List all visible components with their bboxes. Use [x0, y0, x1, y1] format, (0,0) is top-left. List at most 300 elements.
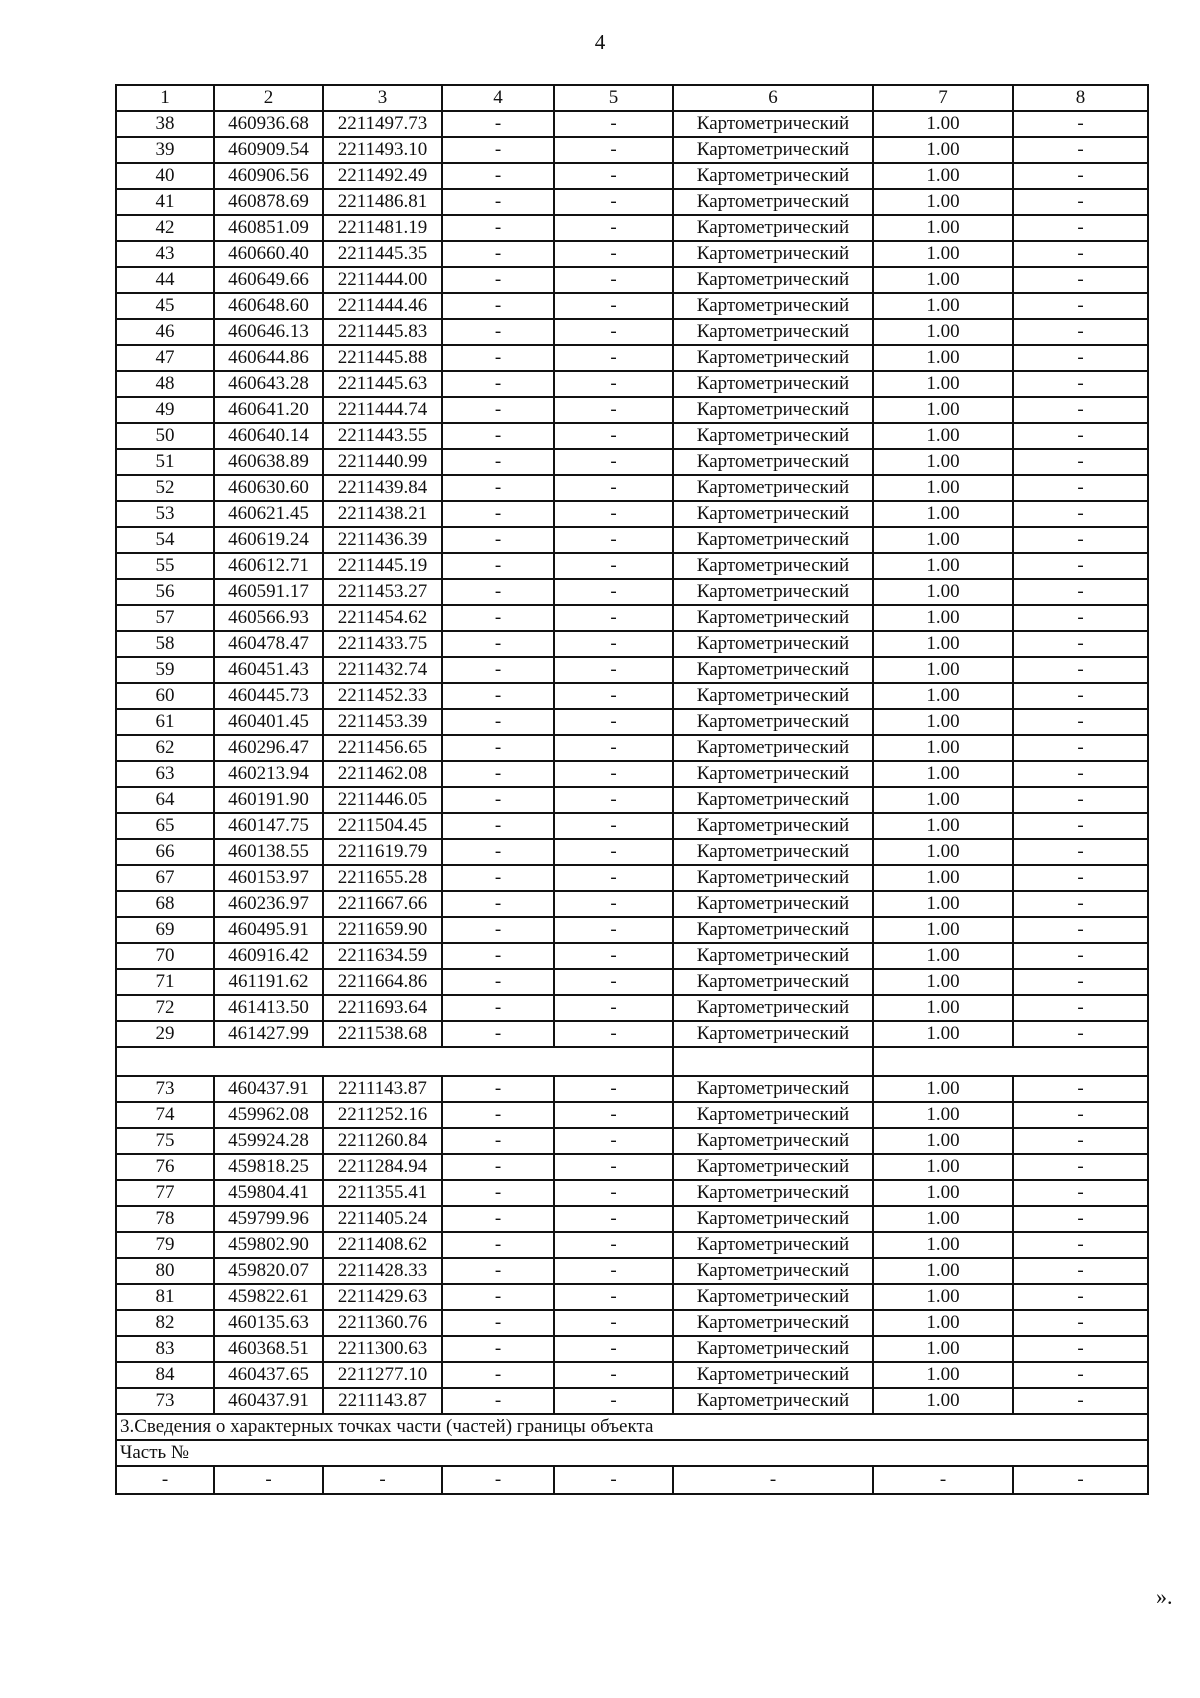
cell-method: Картометрический: [673, 1258, 873, 1284]
cell-accuracy: 1.00: [873, 1128, 1013, 1154]
table-row: [116, 787, 1148, 813]
cell-col-8: -: [1013, 683, 1148, 709]
cell-y-coordinate: 2211504.45: [323, 813, 442, 839]
table-row: [116, 709, 1148, 735]
table-row: [116, 969, 1148, 995]
cell-col-5: -: [554, 501, 673, 527]
cell-col-8: -: [1013, 761, 1148, 787]
cell-point-number: 83: [116, 1336, 214, 1362]
cell-col-5: -: [554, 1128, 673, 1154]
cell-col-4: -: [442, 189, 554, 215]
cell-col-4: -: [442, 657, 554, 683]
cell-col-5: -: [554, 267, 673, 293]
cell-accuracy: 1.00: [873, 579, 1013, 605]
table-header-row: [116, 85, 1148, 111]
cell-x-coordinate: 459822.61: [214, 1284, 323, 1310]
cell-y-coordinate: 2211440.99: [323, 449, 442, 475]
cell-x-coordinate: 460135.63: [214, 1310, 323, 1336]
cell-accuracy: 7: [873, 85, 1013, 111]
cell-col-8: -: [1013, 1336, 1148, 1362]
separator-row: [116, 1047, 1148, 1076]
separator-cell: [873, 1047, 1148, 1076]
cell-col-4: -: [442, 1310, 554, 1336]
cell-method: Картометрический: [673, 163, 873, 189]
cell-col-5: -: [554, 813, 673, 839]
cell-col-5: -: [554, 449, 673, 475]
cell-col-4: 4: [442, 85, 554, 111]
coordinates-table-wrapper: [115, 84, 1149, 1495]
table-row: [116, 241, 1148, 267]
part-label-row: [116, 1440, 1148, 1466]
cell-x-coordinate: 460566.93: [214, 605, 323, 631]
cell-point-number: 78: [116, 1206, 214, 1232]
cell-method: Картометрический: [673, 475, 873, 501]
table-row: [116, 1232, 1148, 1258]
cell-point-number: 55: [116, 553, 214, 579]
cell-y-coordinate: 2211445.19: [323, 553, 442, 579]
cell-accuracy: 1.00: [873, 761, 1013, 787]
cell-col-8: -: [1013, 1021, 1148, 1047]
cell-col-5: -: [554, 241, 673, 267]
cell-method: Картометрический: [673, 1021, 873, 1047]
cell-accuracy: 1.00: [873, 1362, 1013, 1388]
cell-col-8: -: [1013, 709, 1148, 735]
cell-x-coordinate: 460643.28: [214, 371, 323, 397]
cell-x-coordinate: 460495.91: [214, 917, 323, 943]
cell-col-8: -: [1013, 293, 1148, 319]
cell-col-5: -: [554, 1310, 673, 1336]
cell-point-number: 67: [116, 865, 214, 891]
cell-y-coordinate: 3: [323, 85, 442, 111]
cell-y-coordinate: 2211538.68: [323, 1021, 442, 1047]
cell-point-number: 56: [116, 579, 214, 605]
cell-y-coordinate: 2211284.94: [323, 1154, 442, 1180]
cell-col-8: -: [1013, 1284, 1148, 1310]
cell-point-number: 50: [116, 423, 214, 449]
cell-col-5: -: [554, 1180, 673, 1206]
cell-col-4: -: [442, 683, 554, 709]
table-row: [116, 657, 1148, 683]
cell-x-coordinate: 459804.41: [214, 1180, 323, 1206]
table-row: [116, 891, 1148, 917]
cell-col-8: -: [1013, 1232, 1148, 1258]
cell-x-coordinate: 460660.40: [214, 241, 323, 267]
cell-col-8: -: [1013, 1388, 1148, 1414]
cell-point-number: 54: [116, 527, 214, 553]
cell-col-4: -: [442, 215, 554, 241]
table-row: [116, 865, 1148, 891]
cell-point-number: 80: [116, 1258, 214, 1284]
cell-y-coordinate: 2211497.73: [323, 111, 442, 137]
cell-col-8: -: [1013, 397, 1148, 423]
cell-y-coordinate: 2211454.62: [323, 605, 442, 631]
cell-method: Картометрический: [673, 1206, 873, 1232]
table-row: [116, 605, 1148, 631]
cell-col-5: -: [554, 371, 673, 397]
cell-point-number: 66: [116, 839, 214, 865]
cell-col-4: -: [442, 137, 554, 163]
cell-col-8: -: [1013, 787, 1148, 813]
cell-y-coordinate: 2211360.76: [323, 1310, 442, 1336]
cell-point-number: 62: [116, 735, 214, 761]
cell-col-4: -: [442, 1021, 554, 1047]
cell-accuracy: 1.00: [873, 449, 1013, 475]
cell-x-coordinate: 460437.91: [214, 1076, 323, 1102]
cell-method: Картометрический: [673, 1102, 873, 1128]
cell-x-coordinate: 459818.25: [214, 1154, 323, 1180]
table-row: [116, 1362, 1148, 1388]
cell-col-5: -: [554, 657, 673, 683]
cell-y-coordinate: 2211444.00: [323, 267, 442, 293]
table-row: [116, 111, 1148, 137]
cell-col-8: -: [1013, 501, 1148, 527]
cell-method: Картометрический: [673, 943, 873, 969]
cell-x-coordinate: 460236.97: [214, 891, 323, 917]
cell-col-5: -: [554, 995, 673, 1021]
cell-y-coordinate: 2211252.16: [323, 1102, 442, 1128]
cell-method: Картометрический: [673, 111, 873, 137]
cell-accuracy: 1.00: [873, 1206, 1013, 1232]
cell-y-coordinate: 2211445.88: [323, 345, 442, 371]
cell-col-5: -: [554, 397, 673, 423]
cell-col-4: -: [442, 1154, 554, 1180]
cell-col-5: -: [554, 1258, 673, 1284]
cell-col-8: -: [1013, 579, 1148, 605]
cell-y-coordinate: 2211453.39: [323, 709, 442, 735]
coordinates-table: [115, 84, 1149, 1495]
table-row: [116, 345, 1148, 371]
cell-y-coordinate: 2211429.63: [323, 1284, 442, 1310]
cell-col-8: -: [1013, 969, 1148, 995]
cell-point-number: 81: [116, 1284, 214, 1310]
cell-point-number: 41: [116, 189, 214, 215]
cell-accuracy: 1.00: [873, 735, 1013, 761]
cell-col-5: -: [554, 527, 673, 553]
table-row: [116, 371, 1148, 397]
cell-point-number: -: [116, 1466, 214, 1494]
cell-col-4: -: [442, 1102, 554, 1128]
cell-col-4: -: [442, 319, 554, 345]
cell-method: Картометрический: [673, 1180, 873, 1206]
cell-col-4: -: [442, 631, 554, 657]
cell-x-coordinate: 460619.24: [214, 527, 323, 553]
cell-y-coordinate: 2211277.10: [323, 1362, 442, 1388]
cell-col-4: -: [442, 111, 554, 137]
cell-accuracy: 1.00: [873, 319, 1013, 345]
cell-col-8: -: [1013, 553, 1148, 579]
cell-y-coordinate: 2211444.46: [323, 293, 442, 319]
cell-point-number: 1: [116, 85, 214, 111]
cell-x-coordinate: 460437.91: [214, 1388, 323, 1414]
cell-x-coordinate: 460591.17: [214, 579, 323, 605]
cell-x-coordinate: 460451.43: [214, 657, 323, 683]
cell-y-coordinate: 2211486.81: [323, 189, 442, 215]
cell-col-5: -: [554, 891, 673, 917]
table-row: [116, 215, 1148, 241]
cell-col-5: -: [554, 423, 673, 449]
table-row: [116, 527, 1148, 553]
cell-col-5: -: [554, 605, 673, 631]
table-row: [116, 579, 1148, 605]
cell-point-number: 47: [116, 345, 214, 371]
cell-y-coordinate: 2211439.84: [323, 475, 442, 501]
cell-col-4: -: [442, 735, 554, 761]
table-row: [116, 1206, 1148, 1232]
cell-method: Картометрический: [673, 1232, 873, 1258]
cell-x-coordinate: 460213.94: [214, 761, 323, 787]
cell-col-4: -: [442, 787, 554, 813]
table-row: [116, 1128, 1148, 1154]
section-title-row: [116, 1414, 1148, 1440]
cell-col-4: -: [442, 1128, 554, 1154]
cell-method: Картометрический: [673, 241, 873, 267]
cell-method: Картометрический: [673, 683, 873, 709]
cell-col-8: -: [1013, 605, 1148, 631]
table-row: [116, 449, 1148, 475]
cell-point-number: 77: [116, 1180, 214, 1206]
cell-point-number: 65: [116, 813, 214, 839]
cell-method: Картометрический: [673, 371, 873, 397]
cell-col-8: -: [1013, 527, 1148, 553]
cell-y-coordinate: 2211445.35: [323, 241, 442, 267]
cell-accuracy: 1.00: [873, 1154, 1013, 1180]
cell-method: 6: [673, 85, 873, 111]
cell-col-5: -: [554, 735, 673, 761]
cell-x-coordinate: 460368.51: [214, 1336, 323, 1362]
table-row: [116, 1154, 1148, 1180]
cell-col-8: -: [1013, 111, 1148, 137]
cell-col-4: -: [442, 839, 554, 865]
cell-method: Картометрический: [673, 787, 873, 813]
cell-y-coordinate: 2211355.41: [323, 1180, 442, 1206]
cell-col-5: -: [554, 1362, 673, 1388]
table-row: [116, 267, 1148, 293]
cell-y-coordinate: 2211453.27: [323, 579, 442, 605]
cell-accuracy: 1.00: [873, 371, 1013, 397]
table-row: [116, 1076, 1148, 1102]
cell-col-4: -: [442, 1466, 554, 1494]
cell-x-coordinate: 460916.42: [214, 943, 323, 969]
cell-accuracy: 1.00: [873, 293, 1013, 319]
cell-y-coordinate: 2211667.66: [323, 891, 442, 917]
table-row: [116, 683, 1148, 709]
cell-accuracy: 1.00: [873, 163, 1013, 189]
cell-method: Картометрический: [673, 137, 873, 163]
cell-accuracy: 1.00: [873, 189, 1013, 215]
cell-method: Картометрический: [673, 865, 873, 891]
cell-y-coordinate: 2211452.33: [323, 683, 442, 709]
cell-accuracy: 1.00: [873, 527, 1013, 553]
cell-col-8: -: [1013, 839, 1148, 865]
cell-col-8: -: [1013, 241, 1148, 267]
cell-x-coordinate: 460612.71: [214, 553, 323, 579]
cell-accuracy: 1.00: [873, 1232, 1013, 1258]
cell-col-8: -: [1013, 449, 1148, 475]
cell-accuracy: 1.00: [873, 839, 1013, 865]
cell-col-5: -: [554, 1206, 673, 1232]
cell-accuracy: 1.00: [873, 683, 1013, 709]
cell-col-5: -: [554, 1076, 673, 1102]
cell-y-coordinate: 2211433.75: [323, 631, 442, 657]
cell-method: Картометрический: [673, 709, 873, 735]
page-number: 4: [594, 30, 606, 54]
cell-accuracy: 1.00: [873, 657, 1013, 683]
cell-point-number: 53: [116, 501, 214, 527]
table-row: [116, 1180, 1148, 1206]
cell-accuracy: 1.00: [873, 1336, 1013, 1362]
cell-method: Картометрический: [673, 969, 873, 995]
cell-col-8: -: [1013, 1310, 1148, 1336]
cell-method: Картометрический: [673, 189, 873, 215]
cell-col-8: -: [1013, 215, 1148, 241]
cell-col-4: -: [442, 1206, 554, 1232]
cell-point-number: 38: [116, 111, 214, 137]
cell-y-coordinate: 2211260.84: [323, 1128, 442, 1154]
cell-point-number: 76: [116, 1154, 214, 1180]
cell-point-number: 51: [116, 449, 214, 475]
cell-col-5: -: [554, 787, 673, 813]
cell-col-4: -: [442, 371, 554, 397]
cell-y-coordinate: 2211693.64: [323, 995, 442, 1021]
cell-point-number: 71: [116, 969, 214, 995]
cell-col-4: -: [442, 865, 554, 891]
cell-point-number: 69: [116, 917, 214, 943]
table-row: [116, 761, 1148, 787]
separator-cell: [673, 1047, 873, 1076]
cell-point-number: 48: [116, 371, 214, 397]
cell-accuracy: 1.00: [873, 709, 1013, 735]
cell-col-4: -: [442, 579, 554, 605]
table-row: [116, 1388, 1148, 1414]
cell-point-number: 64: [116, 787, 214, 813]
cell-col-8: -: [1013, 813, 1148, 839]
cell-accuracy: 1.00: [873, 553, 1013, 579]
cell-x-coordinate: 460640.14: [214, 423, 323, 449]
cell-col-4: -: [442, 943, 554, 969]
cell-col-8: -: [1013, 1362, 1148, 1388]
cell-accuracy: 1.00: [873, 1021, 1013, 1047]
cell-point-number: 60: [116, 683, 214, 709]
cell-point-number: 73: [116, 1076, 214, 1102]
cell-y-coordinate: 2211481.19: [323, 215, 442, 241]
cell-col-4: -: [442, 605, 554, 631]
cell-point-number: 52: [116, 475, 214, 501]
cell-x-coordinate: 460621.45: [214, 501, 323, 527]
table-row: [116, 1284, 1148, 1310]
table-row: [116, 163, 1148, 189]
cell-method: Картометрический: [673, 1310, 873, 1336]
cell-x-coordinate: 460638.89: [214, 449, 323, 475]
cell-x-coordinate: 459802.90: [214, 1232, 323, 1258]
cell-accuracy: 1.00: [873, 1102, 1013, 1128]
cell-x-coordinate: 460437.65: [214, 1362, 323, 1388]
cell-point-number: 44: [116, 267, 214, 293]
empty-part-row: [116, 1466, 1148, 1494]
cell-col-5: 5: [554, 85, 673, 111]
cell-col-5: -: [554, 761, 673, 787]
cell-col-4: -: [442, 527, 554, 553]
cell-accuracy: -: [873, 1466, 1013, 1494]
cell-method: Картометрический: [673, 995, 873, 1021]
cell-point-number: 82: [116, 1310, 214, 1336]
cell-col-8: -: [1013, 1128, 1148, 1154]
cell-accuracy: 1.00: [873, 865, 1013, 891]
cell-accuracy: 1.00: [873, 137, 1013, 163]
cell-col-8: -: [1013, 865, 1148, 891]
cell-x-coordinate: 460909.54: [214, 137, 323, 163]
cell-method: Картометрический: [673, 891, 873, 917]
cell-x-coordinate: 459820.07: [214, 1258, 323, 1284]
cell-col-4: -: [442, 995, 554, 1021]
cell-col-8: -: [1013, 1102, 1148, 1128]
cell-col-4: -: [442, 761, 554, 787]
cell-col-8: -: [1013, 735, 1148, 761]
cell-col-5: -: [554, 917, 673, 943]
cell-col-4: -: [442, 709, 554, 735]
cell-col-5: -: [554, 865, 673, 891]
table-row: [116, 553, 1148, 579]
cell-col-8: -: [1013, 657, 1148, 683]
cell-col-5: -: [554, 1102, 673, 1128]
cell-col-8: -: [1013, 1154, 1148, 1180]
cell-x-coordinate: 459799.96: [214, 1206, 323, 1232]
cell-x-coordinate: 460851.09: [214, 215, 323, 241]
cell-method: Картометрический: [673, 839, 873, 865]
cell-x-coordinate: 460401.45: [214, 709, 323, 735]
cell-x-coordinate: 460630.60: [214, 475, 323, 501]
cell-accuracy: 1.00: [873, 111, 1013, 137]
cell-col-8: -: [1013, 345, 1148, 371]
cell-y-coordinate: 2211493.10: [323, 137, 442, 163]
table-row: [116, 1336, 1148, 1362]
cell-x-coordinate: 460649.66: [214, 267, 323, 293]
cell-col-5: -: [554, 969, 673, 995]
cell-method: Картометрический: [673, 1388, 873, 1414]
cell-method: Картометрический: [673, 917, 873, 943]
cell-y-coordinate: 2211492.49: [323, 163, 442, 189]
cell-x-coordinate: 2: [214, 85, 323, 111]
cell-col-5: -: [554, 163, 673, 189]
cell-col-4: -: [442, 1388, 554, 1414]
cell-accuracy: 1.00: [873, 1310, 1013, 1336]
cell-point-number: 68: [116, 891, 214, 917]
cell-method: Картометрический: [673, 501, 873, 527]
table-row: [116, 631, 1148, 657]
cell-col-5: -: [554, 943, 673, 969]
cell-method: Картометрический: [673, 293, 873, 319]
cell-y-coordinate: 2211443.55: [323, 423, 442, 449]
cell-point-number: 45: [116, 293, 214, 319]
table-row: [116, 995, 1148, 1021]
cell-y-coordinate: 2211619.79: [323, 839, 442, 865]
cell-point-number: 70: [116, 943, 214, 969]
cell-y-coordinate: -: [323, 1466, 442, 1494]
cell-accuracy: 1.00: [873, 891, 1013, 917]
cell-x-coordinate: 460138.55: [214, 839, 323, 865]
cell-method: Картометрический: [673, 1336, 873, 1362]
cell-point-number: 49: [116, 397, 214, 423]
table-row: [116, 319, 1148, 345]
cell-method: Картометрический: [673, 605, 873, 631]
cell-x-coordinate: 460646.13: [214, 319, 323, 345]
cell-method: Картометрический: [673, 735, 873, 761]
cell-point-number: 58: [116, 631, 214, 657]
cell-col-4: -: [442, 1180, 554, 1206]
cell-col-5: -: [554, 215, 673, 241]
cell-method: Картометрический: [673, 527, 873, 553]
cell-accuracy: 1.00: [873, 969, 1013, 995]
cell-x-coordinate: 461427.99: [214, 1021, 323, 1047]
